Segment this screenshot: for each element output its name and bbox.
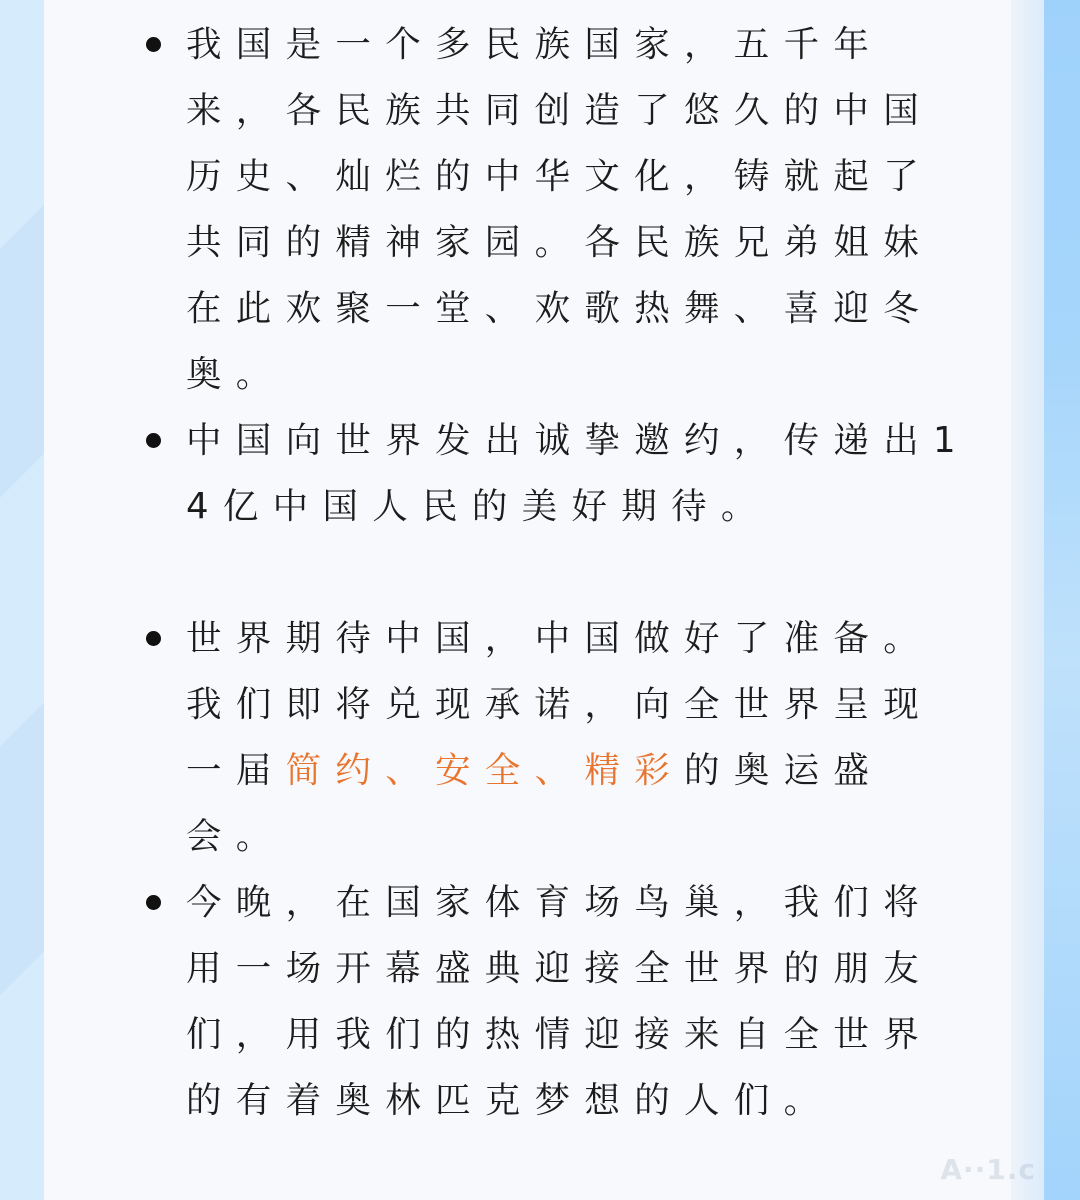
site-watermark: A··1.c <box>940 1153 1036 1186</box>
paragraph-olympic-promise <box>186 606 976 870</box>
bullet-point <box>146 37 161 52</box>
bullet-point <box>146 433 161 448</box>
paragraph-ethnic-unity: 我国是一个多民族国家，五千年来，各民族共同创造了悠久的中国历史、灿烂的中华文化，铸就起了共同的精神家园。各民族兄弟姐妹在此欢聚一堂、欢歌热舞、喜迎冬奥。 <box>186 24 934 395</box>
paragraph-text: 世界期待中国，中国做好了准备。我们即将兑现承诺，向全世界呈现一届 <box>186 618 934 791</box>
bullet-point <box>146 631 161 646</box>
highlighted-phrase: 简约、安全、精彩 <box>285 750 685 791</box>
paragraph-opening-ceremony: 今晚，在国家体育场鸟巢，我们将用一场开幕盛典迎接全世界的朋友们，用我们的热情迎接来自全世界的有着奥林匹克梦想的人们。 <box>186 882 934 1121</box>
paragraph-invitation: 中国向世界发出诚挚邀约，传递出14亿中国人民的美好期待。 <box>186 420 970 527</box>
paragraph-text: 的奥运盛会。 <box>186 750 884 857</box>
bullet-point <box>146 895 161 910</box>
